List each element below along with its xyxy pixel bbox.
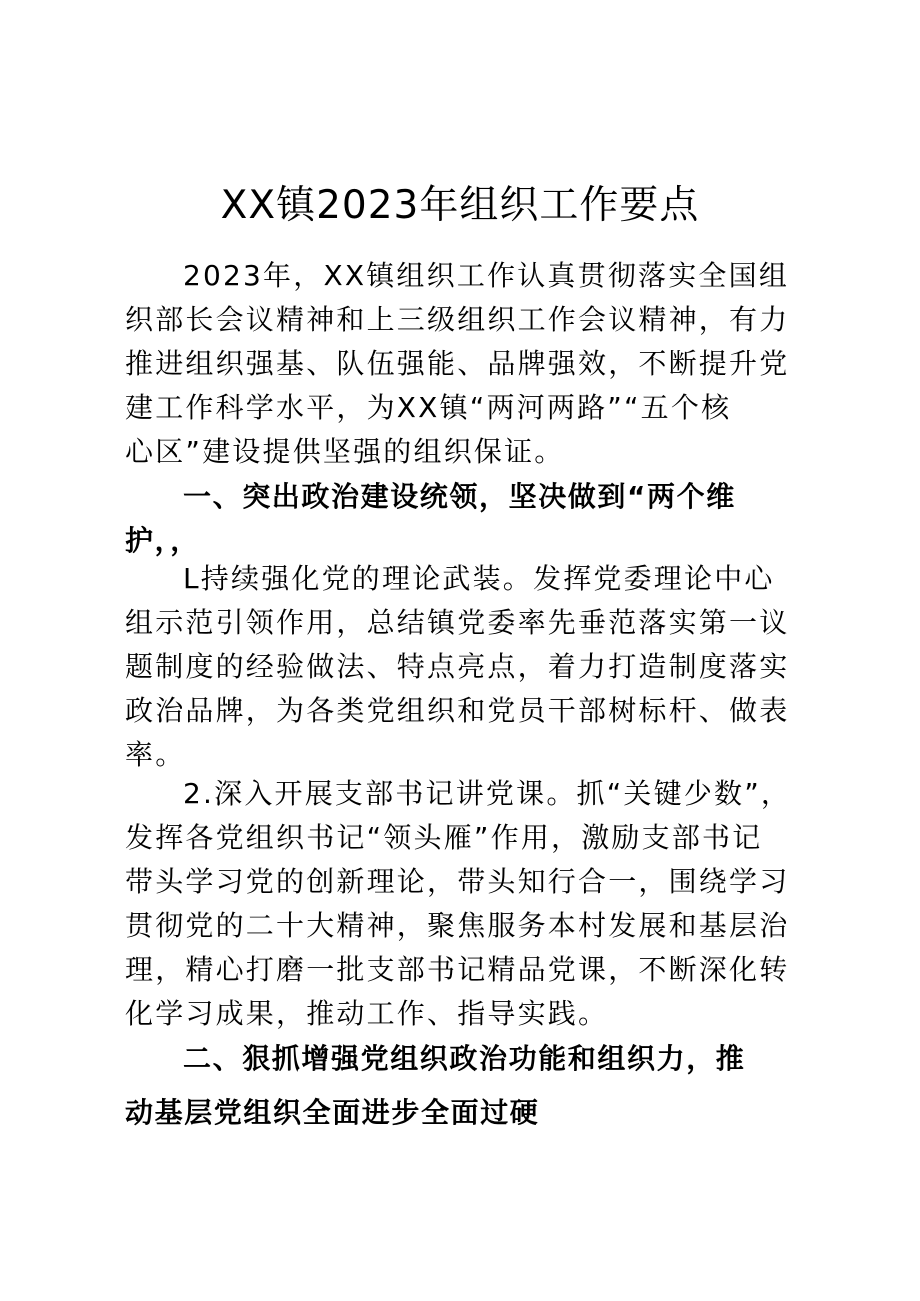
intro-line: 建工作科学水平，为XX镇“两河两路”“五个核 bbox=[125, 391, 732, 424]
section-heading-line: 一、突出政治建设统领，坚决做到“两个维 bbox=[183, 480, 736, 513]
intro-line: 2023年，XX镇组织工作认真贯彻落实全国组 bbox=[183, 259, 790, 292]
item-line: 贯彻党的二十大精神，聚焦服务本村发展和基层治 bbox=[125, 909, 790, 942]
item-line: 组示范引领作用，总结镇党委率先垂范落实第一议 bbox=[125, 606, 790, 639]
item-line: 发挥各党组织书记“领头雁”作用，激励支部书记 bbox=[125, 821, 763, 854]
intro-line: 织部长会议精神和上三级组织工作会议精神，有力 bbox=[125, 303, 790, 336]
item-line: 政治品牌，为各类党组织和党员干部树标杆、做表 bbox=[125, 694, 790, 727]
section-two-heading bbox=[125, 1032, 805, 1140]
section-heading-line: 二、狠抓增强党组织政治功能和组织力，推 bbox=[183, 1042, 746, 1075]
intro-line: 推进组织强基、队伍强能、品牌强效，不断提升党 bbox=[125, 347, 790, 380]
item-line: L持续强化党的理论武装。发挥党委理论中心 bbox=[183, 562, 775, 595]
item-line: 题制度的经验做法、特点亮点，着力打造制度落实 bbox=[125, 650, 790, 683]
item-line: 率。 bbox=[125, 738, 186, 771]
section-heading-line: 护，， bbox=[125, 524, 200, 557]
section-one-heading bbox=[125, 475, 805, 563]
section-heading-line: 动基层党组织全面进步全面过硬 bbox=[125, 1096, 540, 1129]
item-two-paragraph bbox=[125, 772, 805, 1036]
item-one-paragraph bbox=[125, 557, 805, 777]
item-line: 理，精心打磨一批支部书记精品党课，不断深化转 bbox=[125, 953, 790, 986]
item-line: 2.深入开展支部书记讲党课。抓“关键少数”， bbox=[183, 777, 792, 810]
intro-line: 心区”建设提供坚强的组织保证。 bbox=[125, 435, 565, 468]
item-line: 带头学习党的创新理论，带头知行合一，围绕学习 bbox=[125, 865, 790, 898]
intro-paragraph bbox=[125, 254, 805, 474]
document-title: XX镇2023年组织工作要点 bbox=[220, 183, 700, 228]
item-line: 化学习成果，推动工作、指导实践。 bbox=[125, 997, 609, 1030]
